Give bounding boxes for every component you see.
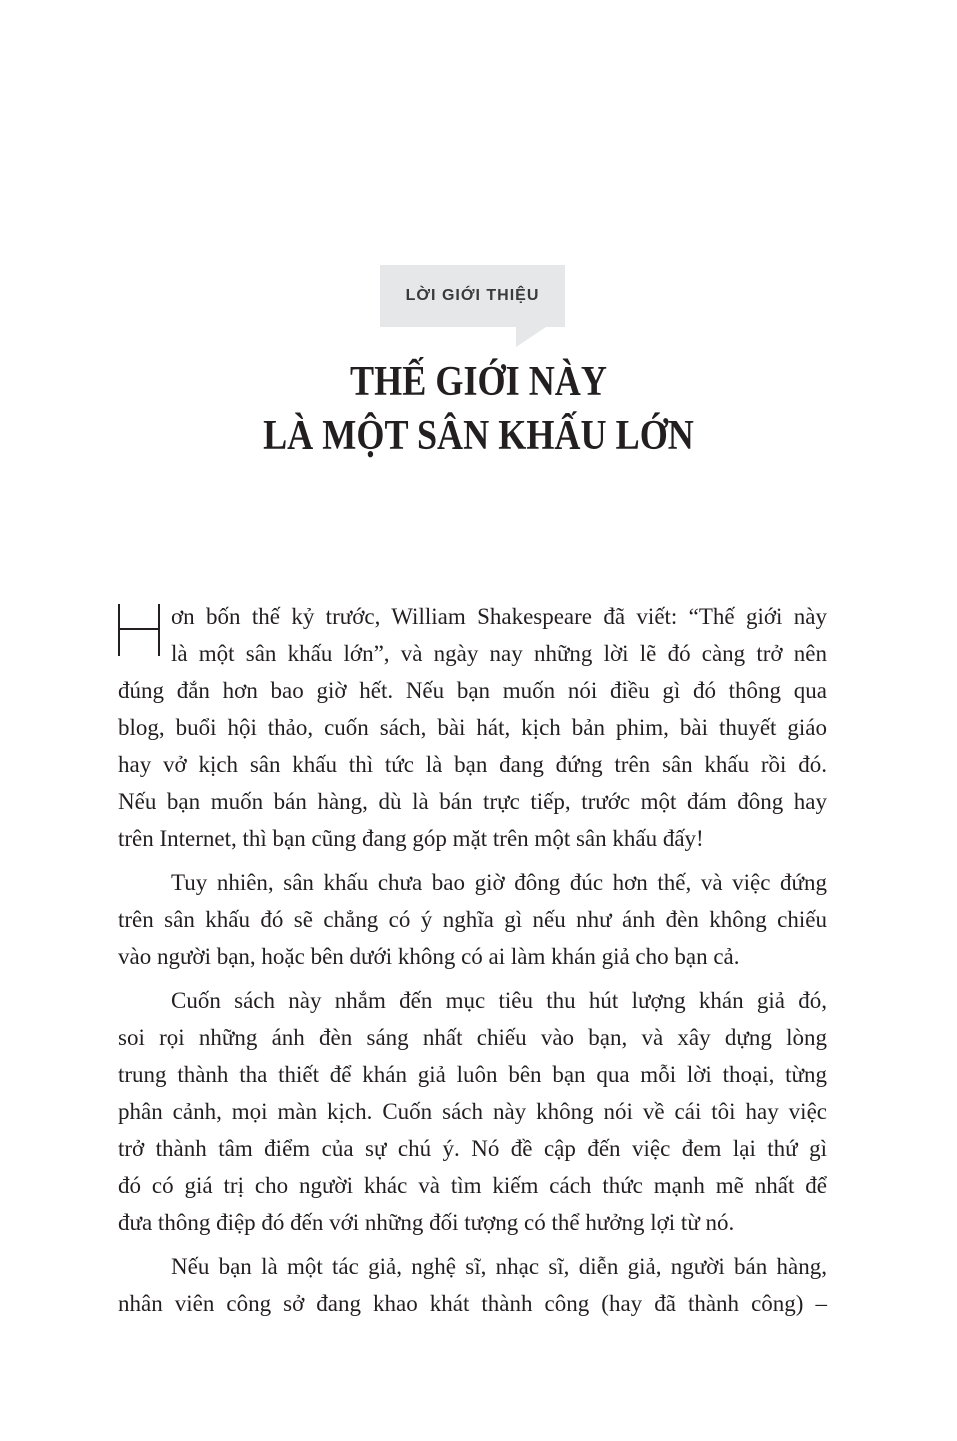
body-line: đưa thông điệp đó đến với những đối tượng có thể hưởng lợi từ nó. (118, 1210, 735, 1235)
body-line: Nếu bạn muốn bán hàng, dù là bán trực tiếp, trước một đám đông hay (118, 789, 827, 814)
body-line: hay vở kịch sân khấu thì tức là bạn đang đứng trên sân khấu rồi đó. (118, 752, 827, 777)
body-line: soi rọi những ánh đèn sáng nhất chiếu vào bạn, và xây dựng lòng (118, 1025, 827, 1050)
body-line: là một sân khấu lớn”, và ngày nay những lời lẽ đó càng trở nên (171, 641, 827, 666)
body-line: ơn bốn thế kỷ trước, William Shakespeare đã viết: “Thế giới này (171, 604, 827, 629)
body-line: vào người bạn, hoặc bên dưới không có ai làm khán giả cho bạn cả. (118, 944, 740, 969)
chapter-title-line-2: LÀ MỘT SÂN KHẤU LỚN (263, 413, 694, 459)
body-line: đó có giá trị cho người khác và tìm kiếm cách thức mạnh mẽ nhất để (118, 1173, 827, 1198)
section-tag: LỜI GIỚI THIỆU (405, 287, 540, 304)
body-line: trở thành tâm điểm của sự chú ý. Nó đề cập đến việc đem lại thứ gì (118, 1136, 827, 1161)
body-line: nhân viên công sở đang khao khát thành công (hay đã thành công) – (118, 1291, 827, 1316)
body-line: trên sân khấu đó sẽ chẳng có ý nghĩa gì nếu như ánh đèn không chiếu (118, 907, 827, 932)
body-line: Nếu bạn là một tác giả, nghệ sĩ, nhạc sĩ, diễn giả, người bán hàng, (171, 1254, 827, 1279)
body-line: đúng đắn hơn bao giờ hết. Nếu bạn muốn nói điều gì đó thông qua (118, 678, 827, 703)
body-line: trên Internet, thì bạn cũng đang góp mặt trên một sân khấu đấy! (118, 826, 704, 851)
body-line: phân cảnh, mọi màn kịch. Cuốn sách này không nói về cái tôi hay việc (118, 1099, 827, 1124)
drop-cap (118, 604, 162, 656)
body-line: Cuốn sách này nhắm đến mục tiêu thu hút lượng khán giả đó, (171, 988, 827, 1013)
body-line: trung thành tha thiết để khán giả luôn bên bạn qua mỗi lời thoại, từng (118, 1062, 827, 1087)
section-tag-speech-tail (516, 327, 546, 347)
body-line: Tuy nhiên, sân khấu chưa bao giờ đông đúc hơn thế, và việc đứng (171, 870, 827, 895)
body-line: blog, buổi hội thảo, cuốn sách, bài hát, kịch bản phim, bài thuyết giáo (118, 715, 827, 740)
chapter-title-line-1: THẾ GIỚI NÀY (350, 359, 607, 405)
